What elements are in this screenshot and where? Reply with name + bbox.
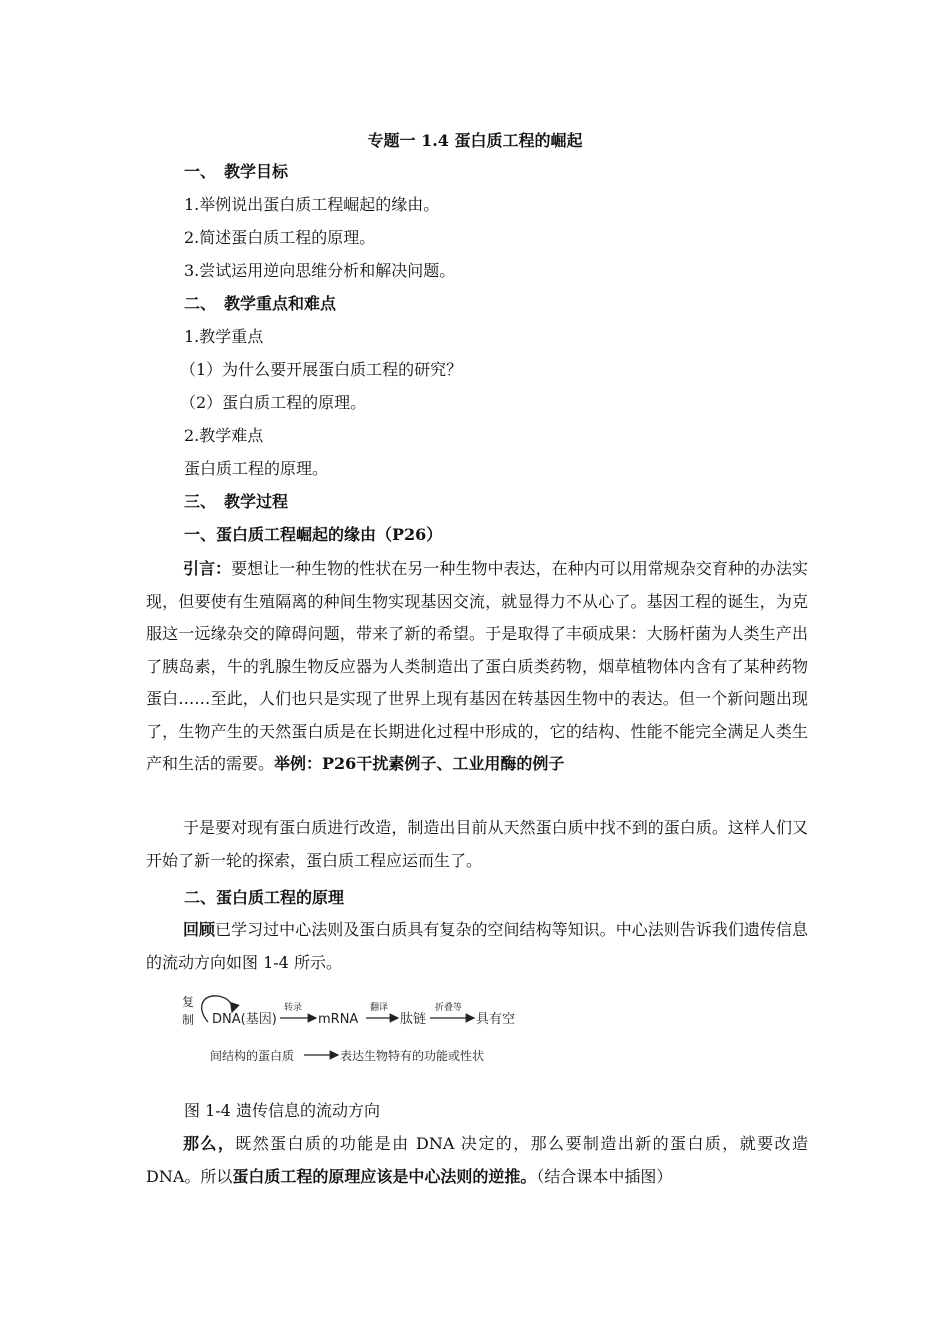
diagram-spatial-protein: 间结构的蛋白质 <box>210 1049 295 1063</box>
review-text: 已学习过中心法则及蛋白质具有复杂的空间结构等知识。中心法则告诉我们遗传信息的流动方向如图 1-4 所示。 <box>146 920 808 972</box>
diagram-dna: DNA(基因) <box>212 1012 277 1027</box>
objective-item: 3.尝试运用逆向思维分析和解决问题。 <box>184 261 456 280</box>
conclusion-label: 那么， <box>183 1134 236 1153</box>
conclusion-tail: （结合课本中插图） <box>536 1166 673 1186</box>
subsection-heading-origin: 一、蛋白质工程崛起的缘由（P26） <box>184 525 443 544</box>
section-heading-objectives: 一、 教学目标 <box>184 162 289 181</box>
section-heading-process: 三、 教学过程 <box>184 492 289 511</box>
review-paragraph <box>146 914 808 979</box>
diagram-replicate-char1: 复 <box>182 995 195 1009</box>
diagram-mrna: mRNA <box>318 1012 359 1027</box>
page-title: 专题一 1.4 蛋白质工程的崛起 <box>367 131 583 150</box>
intro-label: 引言： <box>183 559 232 578</box>
conclusion-text: 既然蛋白质的功能是由 DNA 决定的，那么要制造出新的蛋白质，就要改造 DNA。所以 <box>146 1134 808 1186</box>
objective-item: 1.举例说出蛋白质工程崛起的缘由。 <box>184 195 440 214</box>
key-point-label: 1.教学重点 <box>184 327 264 346</box>
diagram-translate-label: 翻译 <box>370 1003 389 1013</box>
difficulty-text: 蛋白质工程的原理。 <box>184 459 329 478</box>
conclusion-paragraph <box>146 1128 808 1193</box>
diagram-expression: 表达生物特有的功能或性状 <box>340 1049 485 1063</box>
conclusion-bold: 蛋白质工程的原理应该是中心法则的逆推。 <box>232 1166 537 1186</box>
diagram-replicate-char2: 制 <box>182 1013 195 1027</box>
diagram-peptide: 肽链 <box>400 1012 427 1027</box>
intro-text: 要想让一种生物的性状在另一种生物中表达，在种内可以用常规杂交育种的办法实现，但要使有生殖隔离的种间生物实现基因交流，就显得力不从心了。基因工程的诞生，为克服这一远缘杂交的障碍问题，带来了新的希望。于是取得了丰硕成果：大肠杆菌为人类生产出了胰岛素，牛的乳腺生物反应器为人类制造出了蛋白质类药物，烟草植物体内含有了某种药物蛋白……至此，人们也只是实现了世界上现有基因在转基因生物中的表达。但一个新问题出现了，生物产生的天然蛋白质是在长期进化过程中形成的，它的结构、性能不能完全满足人类生产和生活的需要。 <box>146 559 808 773</box>
central-dogma-diagram <box>180 990 530 1070</box>
key-point-item: （1）为什么要开展蛋白质工程的研究？ <box>180 360 463 379</box>
section-heading-key-points: 二、 教学重点和难点 <box>184 294 337 313</box>
key-point-item: （2）蛋白质工程的原理。 <box>180 393 367 412</box>
diagram-transcribe-label: 转录 <box>284 1003 303 1013</box>
difficulty-label: 2.教学难点 <box>184 426 264 445</box>
figure-caption: 图 1-4 遗传信息的流动方向 <box>184 1101 380 1120</box>
example-text: 举例：P26干扰素例子、工业用酶的例子 <box>274 754 565 773</box>
intro-paragraph <box>146 553 808 781</box>
subsection-heading-principle: 二、蛋白质工程的原理 <box>184 888 345 907</box>
diagram-fold-label: 折叠等 <box>435 1003 463 1013</box>
review-label: 回顾 <box>183 920 216 939</box>
paragraph-modification: 于是要对现有蛋白质进行改造，制造出目前从天然蛋白质中找不到的蛋白质。这样人们又开始了新一轮的探索，蛋白质工程应运而生了。 <box>146 818 808 870</box>
diagram-spatial: 具有空 <box>476 1012 516 1027</box>
objective-item: 2.简述蛋白质工程的原理。 <box>184 228 376 247</box>
